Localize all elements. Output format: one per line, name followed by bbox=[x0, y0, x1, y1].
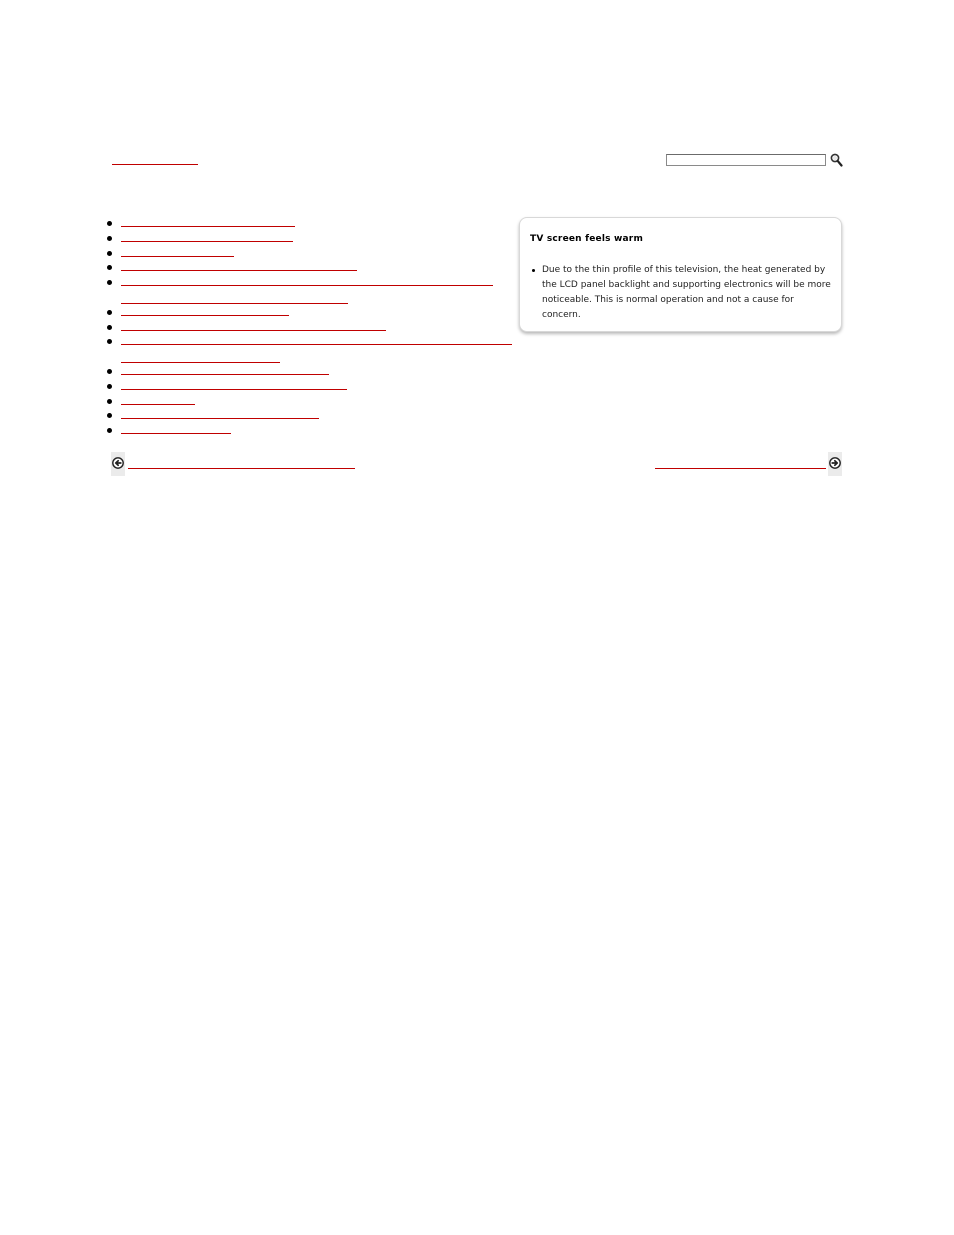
list-item bbox=[104, 393, 524, 408]
top-link[interactable] bbox=[112, 150, 198, 165]
list-item bbox=[104, 333, 524, 363]
nav-link[interactable] bbox=[121, 393, 524, 408]
nav-link[interactable] bbox=[121, 259, 524, 274]
related-links-list bbox=[104, 215, 524, 437]
list-item bbox=[104, 259, 524, 274]
next-page-button[interactable] bbox=[828, 452, 842, 476]
nav-link[interactable] bbox=[121, 422, 524, 437]
next-page-link[interactable] bbox=[655, 455, 826, 469]
right-arrow-circle-icon bbox=[829, 457, 841, 469]
left-arrow-circle-icon bbox=[112, 457, 124, 469]
bullet-icon bbox=[532, 269, 535, 272]
list-item bbox=[104, 274, 524, 304]
list-item bbox=[104, 215, 524, 230]
note-box bbox=[519, 217, 842, 332]
nav-link[interactable] bbox=[121, 407, 524, 422]
list-item bbox=[104, 245, 524, 260]
list-item bbox=[104, 363, 524, 378]
nav-link[interactable] bbox=[121, 215, 524, 230]
nav-link[interactable] bbox=[121, 363, 524, 378]
search-input[interactable] bbox=[666, 154, 826, 166]
list-item bbox=[104, 304, 524, 319]
previous-page-button[interactable] bbox=[111, 452, 125, 476]
magnifier-icon bbox=[830, 153, 843, 167]
list-item bbox=[104, 230, 524, 245]
previous-page-link[interactable] bbox=[128, 455, 355, 469]
list-item bbox=[104, 422, 524, 437]
nav-link[interactable] bbox=[121, 245, 524, 260]
nav-link[interactable] bbox=[121, 319, 524, 334]
nav-link[interactable] bbox=[121, 378, 524, 393]
nav-link[interactable] bbox=[121, 230, 524, 245]
search-button[interactable] bbox=[830, 152, 843, 166]
nav-link[interactable] bbox=[121, 304, 524, 319]
nav-link[interactable] bbox=[121, 333, 524, 363]
nav-link[interactable] bbox=[121, 274, 524, 304]
note-text: Due to the thin profile of this television, the heat generated by the LCD panel backlight and supporting electronics will be more noticeable. This is normal operation and not a cause for concern. bbox=[542, 265, 831, 320]
list-item bbox=[104, 378, 524, 393]
note-title: TV screen feels warm bbox=[530, 234, 644, 244]
list-item bbox=[104, 407, 524, 422]
list-item bbox=[104, 319, 524, 334]
